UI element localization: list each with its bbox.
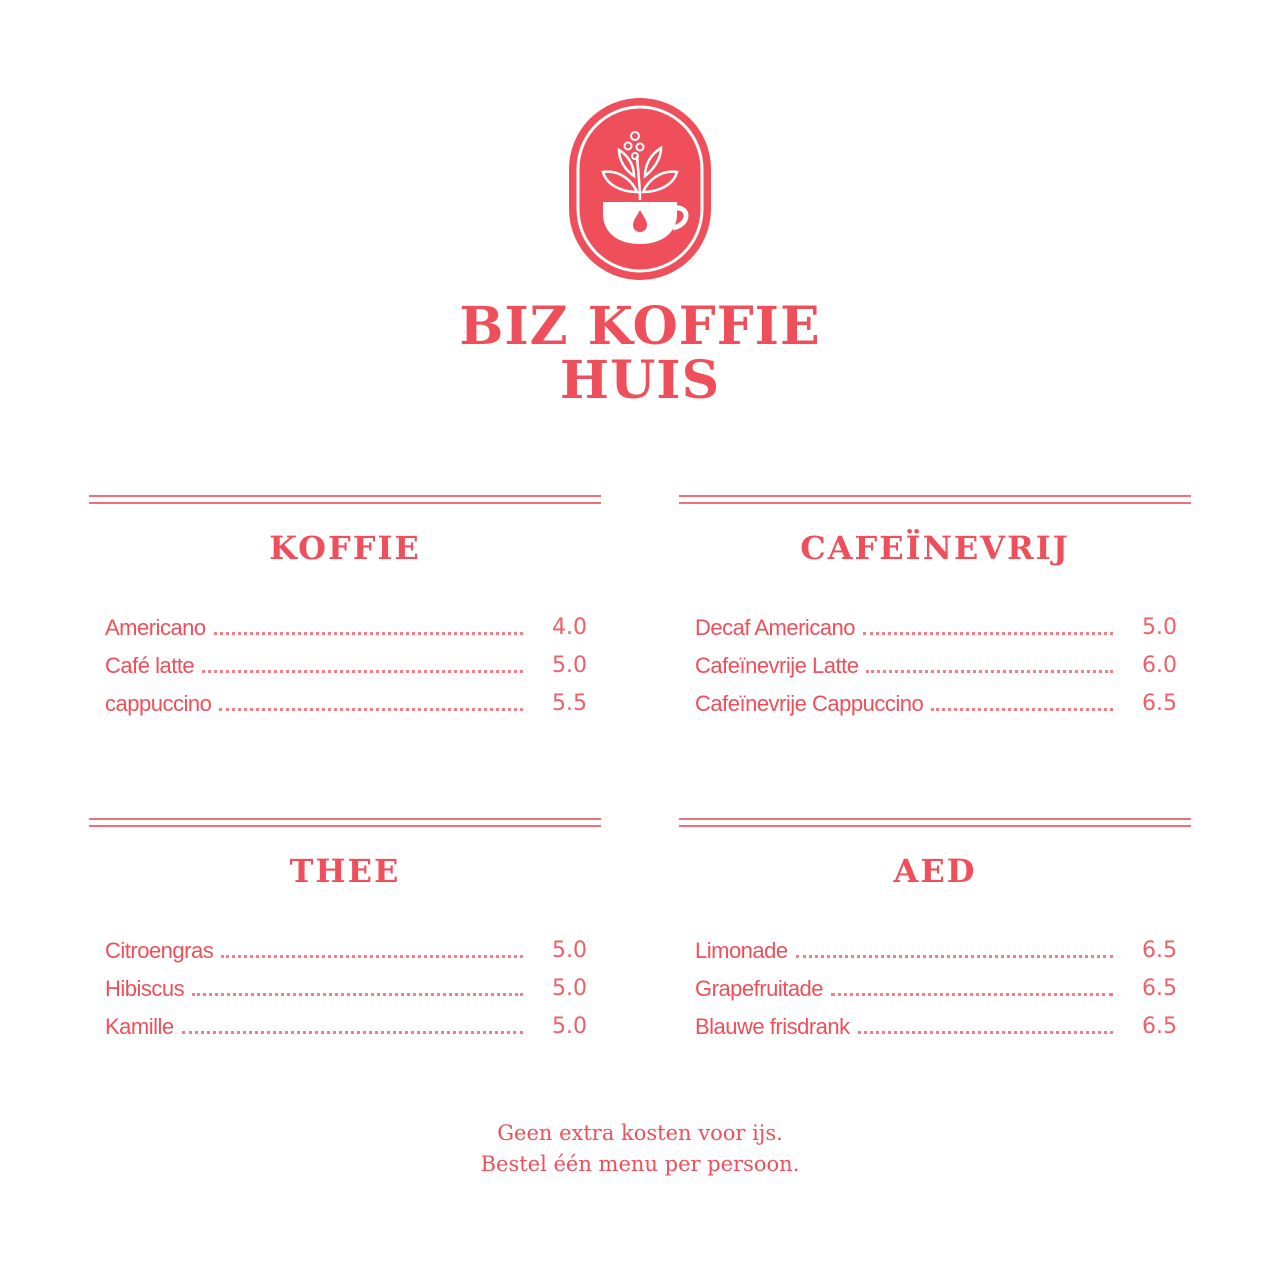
section-divider bbox=[679, 818, 1191, 827]
item-name: Hibiscus bbox=[105, 976, 185, 1001]
section-divider bbox=[89, 495, 601, 504]
item-name: Café latte bbox=[105, 653, 195, 678]
dot-leader bbox=[192, 993, 523, 996]
menu-item bbox=[695, 926, 1177, 964]
item-name: Cafeïnevrije Cappuccino bbox=[695, 691, 924, 716]
item-name: Grapefruitade bbox=[695, 976, 824, 1001]
menu-item bbox=[695, 1002, 1177, 1040]
dot-leader bbox=[221, 955, 523, 958]
section-title: THEE bbox=[289, 852, 401, 890]
dot-leader bbox=[931, 708, 1113, 711]
menu-item bbox=[105, 679, 587, 717]
menu-item bbox=[695, 603, 1177, 641]
item-price: 4.0 bbox=[552, 615, 587, 640]
item-price: 5.0 bbox=[552, 976, 587, 1001]
menu-item bbox=[105, 926, 587, 964]
dot-leader bbox=[202, 670, 523, 673]
item-price: 5.0 bbox=[552, 938, 587, 963]
section-divider bbox=[679, 495, 1191, 504]
item-name: Limonade bbox=[695, 938, 788, 963]
item-price: 5.0 bbox=[552, 1014, 587, 1039]
item-name: Kamille bbox=[105, 1014, 174, 1039]
item-price: 6.0 bbox=[1142, 653, 1177, 678]
item-name: Blauwe frisdrank bbox=[695, 1014, 850, 1039]
menu-item bbox=[695, 679, 1177, 717]
dot-leader bbox=[796, 955, 1113, 958]
menu-item bbox=[695, 964, 1177, 1002]
item-price: 6.5 bbox=[1142, 691, 1177, 716]
menu-items bbox=[105, 926, 587, 1040]
menu-item bbox=[695, 641, 1177, 679]
menu-item bbox=[105, 964, 587, 1002]
menu-item bbox=[105, 641, 587, 679]
menu-items bbox=[695, 603, 1177, 717]
section-title: AED bbox=[893, 852, 977, 890]
footer-note bbox=[340, 1118, 940, 1180]
item-name: Decaf Americano bbox=[695, 615, 856, 640]
section-divider bbox=[89, 818, 601, 827]
dot-leader bbox=[858, 1031, 1113, 1034]
item-price: 5.5 bbox=[552, 691, 587, 716]
dot-leader bbox=[219, 708, 523, 711]
menu-item bbox=[105, 603, 587, 641]
item-name: Citroengras bbox=[105, 938, 214, 963]
item-name: cappuccino bbox=[105, 691, 212, 716]
menu-items bbox=[105, 603, 587, 717]
item-price: 5.0 bbox=[1142, 615, 1177, 640]
menu-items bbox=[695, 926, 1177, 1040]
brand-title bbox=[340, 296, 940, 411]
coffee-cup-with-plant-icon bbox=[567, 96, 713, 282]
section-title: CAFEÏNEVRIJ bbox=[800, 529, 1070, 567]
section-title: KOFFIE bbox=[269, 529, 421, 567]
brand-title-line1: BIZ KOFFIE bbox=[459, 296, 821, 357]
item-price: 6.5 bbox=[1142, 976, 1177, 1001]
dot-leader bbox=[831, 993, 1113, 996]
brand-title-line2: HUIS bbox=[559, 350, 721, 411]
dot-leader bbox=[863, 632, 1113, 635]
item-name: Americano bbox=[105, 615, 206, 640]
footer-line1: Geen extra kosten voor ijs. bbox=[497, 1121, 783, 1145]
item-name: Cafeïnevrije Latte bbox=[695, 653, 859, 678]
dot-leader bbox=[866, 670, 1113, 673]
item-price: 5.0 bbox=[552, 653, 587, 678]
item-price: 6.5 bbox=[1142, 938, 1177, 963]
dot-leader bbox=[214, 632, 523, 635]
item-price: 6.5 bbox=[1142, 1014, 1177, 1039]
footer-line2: Bestel één menu per persoon. bbox=[480, 1152, 800, 1176]
menu-item bbox=[105, 1002, 587, 1040]
dot-leader bbox=[182, 1031, 523, 1034]
